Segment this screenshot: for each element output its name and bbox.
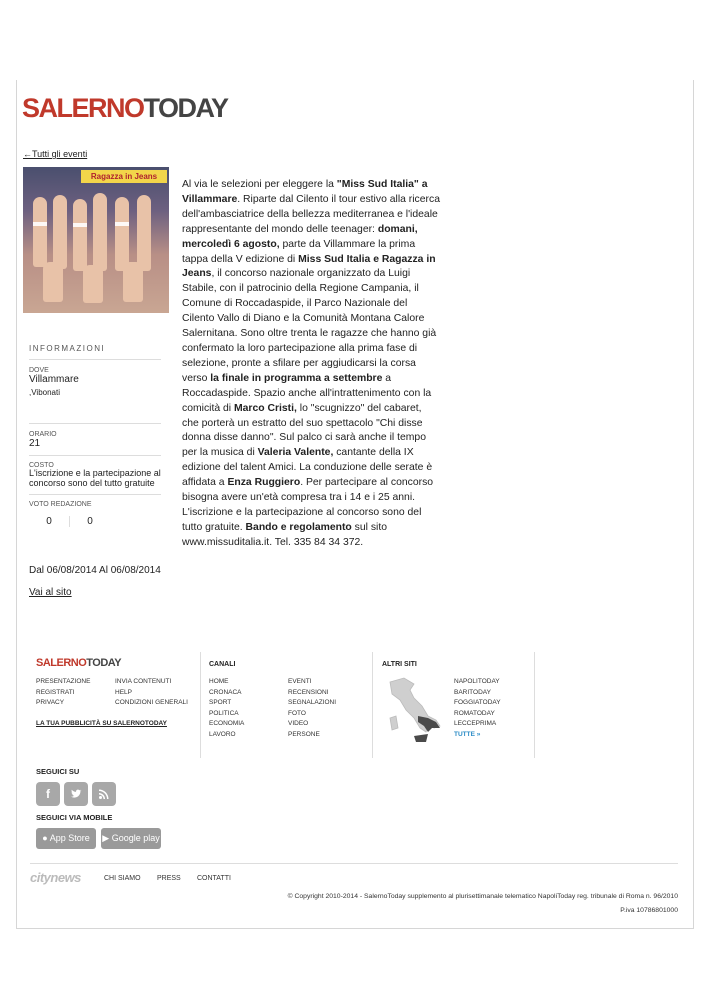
canali-link[interactable]: PERSONE xyxy=(288,730,320,738)
article-body: Al via le selezioni per eleggere la "Miss Sud Italia" a Villammare. Riparte dal Cilento il tour estivo alla ricerca dell'ambasciatrice della bellezza mediterranea e l'ideale rappresentante del mondo delle teenager: domani, mercoledì 6 agosto, parte da Villammare la prima tappa della V edizione di Miss Sud Italia e Ragazza in Jeans, il concorso nazionale organizzato da Luigi Stabile, con il patrocinio della Regione Campania, il Comune di Roccadaspide, il Parco Nazionale del Cilento Vallo di Diano e la Comunità Montana Calore Salernitana. Sono oltre trenta le ragazze che hanno già confermato la loro partecipazione alla prima fase di selezione, pronte a sfilare per aggiudicarsi la corsa verso la finale in programma a settembre a Roccadaspide. Spazio anche all'intrattenimento con la comicità di Marco Cristi, lo "scugnizzo" del cabaret, che porterà un estratto del suo spettacolo "Chi disse donna disse danno". Sul palco ci sarà anche il tempo per la musica di Valeria Valente, cantante della IX edizione del talent Amici. La conduzione delle serate è affidata a Enza Ruggiero. Per partecipare al concorso bisogna avere un'età compresa tra i 14 e i 25 anni. L'iscrizione e la partecipazione al concorso sono del tutto gratuite. Bando e regolamento sul sito www.missuditalia.it. Tel. 335 84 34 372. xyxy=(182,179,440,548)
event-photo xyxy=(23,167,169,313)
canali-link[interactable]: HOME xyxy=(209,678,229,685)
photo-banner: Ragazza in Jeans xyxy=(81,170,167,183)
back-to-events-link[interactable]: ←Tutti gli eventi xyxy=(23,149,88,159)
costo-value: L'iscrizione e la partecipazione al concorso sono del tutto gratuite xyxy=(29,468,161,488)
vote-count-1[interactable]: 0 xyxy=(46,516,52,527)
orario-section: ORARIO 21 xyxy=(29,424,161,456)
app-store-badge[interactable]: ● App Store xyxy=(36,828,96,849)
footer-link[interactable]: PRIVACY xyxy=(36,699,65,707)
altri-siti-heading: ALTRI SITI xyxy=(382,661,417,668)
canali-link[interactable]: FOTO xyxy=(288,709,306,717)
advertise-link[interactable]: LA TUA PUBBLICITÀ SU SALERNOTODAY xyxy=(36,720,167,727)
info-heading: INFORMAZIONI xyxy=(29,344,161,360)
google-play-badge[interactable]: ▶ Google play xyxy=(101,828,161,849)
footer-link[interactable]: HELP xyxy=(115,688,132,696)
italy-map-icon xyxy=(384,676,448,752)
canali-link[interactable]: CRONACA xyxy=(209,688,242,696)
citynews-logo[interactable]: citynews xyxy=(30,870,81,885)
canali-link[interactable]: ECONOMIA xyxy=(209,720,245,728)
footer-links-col1 xyxy=(36,677,90,709)
site-link[interactable]: LECCEPRIMA xyxy=(454,720,497,728)
canali-link[interactable]: POLITICA xyxy=(209,709,239,717)
site-logo[interactable]: SALERNOTODAY xyxy=(22,93,228,123)
canali-link[interactable]: SEGNALAZIONI xyxy=(288,699,337,707)
canali-link[interactable]: VIDEO xyxy=(288,720,309,728)
canali-heading: CANALI xyxy=(209,661,236,668)
copyright-text: © Copyright 2010-2014 - SalernoToday supplemento al plurisettimanale telematico NapoliToday reg. tribunale di Roma n. 96/2010 P.iva 10786801000 xyxy=(287,893,678,914)
rss-icon[interactable] xyxy=(92,782,116,806)
site-link[interactable]: FOGGIATODAY xyxy=(454,699,501,707)
dove-section: DOVE Villammare ,Vibonati xyxy=(29,360,161,424)
dove-value: Villammare xyxy=(29,374,79,385)
site-link[interactable]: NAPOLITODAY xyxy=(454,678,500,685)
twitter-icon[interactable] xyxy=(64,782,88,806)
vote-count-2[interactable]: 0 xyxy=(69,516,110,527)
event-dates: Dal 06/08/2014 Al 06/08/2014 xyxy=(29,565,161,576)
all-sites-link[interactable]: TUTTE » xyxy=(454,730,481,738)
canali-link[interactable]: RECENSIONI xyxy=(288,688,329,696)
visit-site-link[interactable]: Vai al sito xyxy=(29,587,72,598)
press-link[interactable]: PRESS xyxy=(157,875,181,882)
voto-section: VOTO REDAZIONE 0 0 xyxy=(29,495,161,527)
site-link[interactable]: BARITODAY xyxy=(454,688,491,696)
site-link[interactable]: ROMATODAY xyxy=(454,709,495,717)
costo-section: COSTO L'iscrizione e la partecipazione al concorso sono del tutto gratuite xyxy=(29,456,161,495)
info-panel xyxy=(29,344,161,527)
apple-icon: ● xyxy=(42,833,48,843)
footer-links-col2 xyxy=(115,677,188,709)
canali-link[interactable]: LAVORO xyxy=(209,730,236,738)
facebook-icon[interactable]: f xyxy=(36,782,60,806)
canali-col1 xyxy=(209,677,244,741)
footer-link[interactable]: REGISTRATI xyxy=(36,688,75,696)
seguici-heading: SEGUICI SU xyxy=(36,767,80,776)
chi-siamo-link[interactable]: CHI SIAMO xyxy=(104,875,141,882)
seguici-mobile-heading: SEGUICI VIA MOBILE xyxy=(36,813,113,822)
canali-col2 xyxy=(288,677,336,741)
dove-sub: ,Vibonati xyxy=(29,388,60,397)
canali-link[interactable]: EVENTI xyxy=(288,678,312,685)
contatti-link[interactable]: CONTATTI xyxy=(197,875,231,882)
footer-link[interactable]: PRESENTAZIONE xyxy=(36,678,91,685)
orario-value: 21 xyxy=(29,438,41,449)
footer-link[interactable]: CONDIZIONI GENERALI xyxy=(115,699,188,707)
altri-siti-list xyxy=(454,677,501,741)
canali-link[interactable]: SPORT xyxy=(209,699,232,707)
footer-logo[interactable]: SALERNOTODAY xyxy=(36,657,122,669)
footer-link[interactable]: INVIA CONTENUTI xyxy=(115,678,172,685)
play-icon: ▶ xyxy=(102,833,110,843)
